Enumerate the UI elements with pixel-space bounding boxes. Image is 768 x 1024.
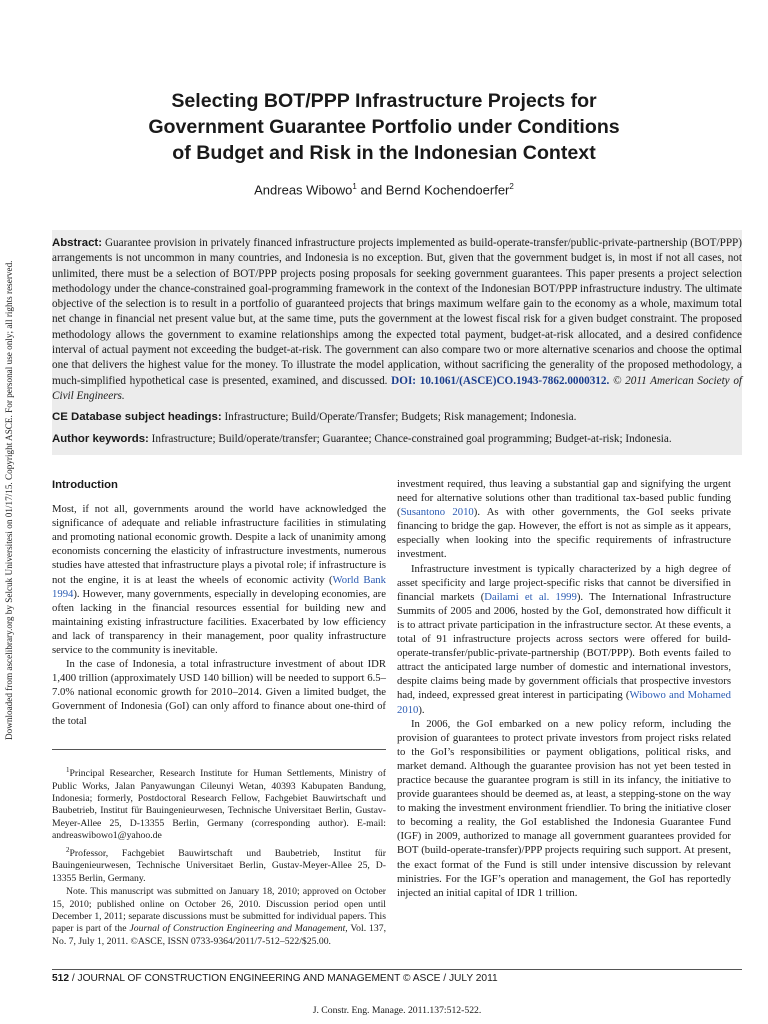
download-notice: [2, 240, 16, 740]
download-notice-text: Downloaded from ascelibrary.org by Selcuk Universitesi on 01/17/15. Copyright ASCE. For personal use only; all rights reserved.: [4, 260, 14, 740]
right-p1-text-a: investment required, thus leaving a substantial gap and signifying the urgent need for alternative solutions other than traditional tax-based public funding (: [397, 478, 731, 519]
intro-paragraph-2: In the case of Indonesia, a total infrastructure investment of about IDR 1,400 trillion (approximately USD 140 billion) will be needed to support 6.5–7.0% national economic growth for 2010–2014. Given a limited budget, the Government of Indonesia (GoI) can only afford to finance about one-third of the total: [52, 658, 386, 727]
intro-p1-text-b: ). However, many governments, especially in developing economies, are often lacking in the financial resources essential for building new and maintaining existing infrastructure facilities. Exacerbated by low efficiency and lack of transparency in their management, poor quality infrastructure service to the community is inevitable.: [52, 587, 386, 657]
author-2-affil: 2: [509, 182, 514, 191]
section-heading-introduction: Introduction: [52, 479, 118, 491]
right-p2-text-a: Infrastructure investment is typically characterized by a high degree of asset specificity and large project-specific risks that cannot be diversified in financial markets (: [397, 562, 731, 603]
journal-name: Journal of Construction Engineering and Management: [129, 923, 346, 935]
right-paragraph-1: [397, 477, 731, 562]
paper-title: [60, 88, 708, 166]
right-paragraph-2: [397, 562, 731, 717]
left-column: [52, 478, 386, 728]
title-block: [60, 88, 708, 197]
ce-headings-value: Infrastructure; Build/Operate/Transfer; Budgets; Risk management; Indonesia.: [224, 411, 577, 424]
submission-note: [52, 886, 386, 948]
abstract: [52, 236, 742, 404]
title-line-3: of Budget and Risk in the Indonesian Context: [172, 142, 596, 164]
page-number: 512: [52, 973, 69, 984]
right-column: [397, 477, 731, 900]
footnotes: [52, 749, 386, 949]
article-citation: J. Constr. Eng. Manage. 2011.137:512-522.: [312, 1005, 482, 1016]
author-keywords-value: Infrastructure; Build/operate/transfer; Guarantee; Chance-constrained goal programming; Budget-at-risk; Indonesia.: [151, 432, 672, 445]
abstract-label: Abstract:: [52, 237, 103, 249]
citation-link-world-bank[interactable]: World Bank 1994: [52, 573, 386, 600]
citation-link-susantono[interactable]: Susantono 2010: [400, 506, 474, 519]
footnote-1-text: Principal Researcher, Research Institute for Human Settlements, Ministry of Public Works, Jalan Panyawungan Cileunyi Wetan, 40393 Kabupaten Bandung, Indonesia; formerly, Postdoctoral Research Fellow, Fachgebiet Bauwirtschaft und Baubetrieb, Institut für Bauingenieurwesen, Technische Universitaet Berlin, Gustav-Meyer-Allee 25, D-13355 Berlin, Germany (corresponding author). E-mail: andreaswibowo1@yahoo.de: [52, 768, 386, 842]
abstract-block: [52, 230, 742, 455]
footnote-2-text: Professor, Fachgebiet Bauwirtschaft und Baubetrieb, Institut für Bauingenieurwesen, Technische Universitaet Berlin, Gustav-Meyer-Allee 25, D-13355 Berlin, Germany.: [52, 847, 386, 884]
right-p2-text-c: ).: [418, 703, 425, 716]
author-1-name: Andreas Wibowo: [254, 182, 353, 198]
doi-link[interactable]: 10.1061/(ASCE)CO.1943-7862.0000312.: [419, 374, 610, 387]
right-paragraph-3: In 2006, the GoI embarked on a new policy reform, including the provision of guarantees to protect private investors from project risks related to the GoI’s responsibilities or payment obligations, political risks, and market demand. Although the guarantee provision has not yet been tested in practice because the guarantee program is still in its infancy, the initiative to provide guarantees should be deemed as, at least, a stepping-stone on the way to making the investment environment friendlier. To bring the initiative closer to becoming a reality, the GoI established the Indonesia Guarantee Fund (IGF) in 2009, authorized to manage all government guarantees provided for BOT (build-operate-transfer)/PPP projects requiring such support. At present, the exact format of the Fund is still under intensive discussion by relevant ministries. For the IGF’s operation and management, the GoI has reportedly injected an initial capital of IDR 1 trillion.: [397, 717, 731, 899]
doi-label: DOI:: [391, 374, 417, 387]
author-keywords: [52, 432, 742, 447]
page-footer: [52, 973, 742, 984]
footnote-1-marker: 1: [66, 766, 70, 774]
footnote-2: [52, 844, 386, 885]
intro-paragraph-1: [52, 502, 386, 657]
author-1-affil: 1: [352, 182, 357, 191]
submission-note-text-a: Note. This manuscript was submitted on January 18, 2010; approved on October 15, 2010; published online on October 26, 2010. Discussion period open until December 1, 2011; separate discussions must be submitted for individual papers. This paper is part of the: [52, 886, 386, 935]
author-list: [60, 182, 708, 197]
right-p2-text-b: ). The International Infrastructure Summits of 2005 and 2006, hosted by the GoI, demonstrated how difficult it is to attract private participation in the infrastructure sector. At these events, a total of 91 infrastructure projects across sectors were offered for build-operate-transfer/public-private-partnership (BOT/PPP). Both events failed to attract the anticipated large number of domestic and international investors, despite claims being made by government officials that prospective investors had, indeed, expressed great interest in participating (: [397, 590, 731, 702]
right-p1-text-b: ). As with other governments, the GoI seeks private financing to bridge the gap. However, the effort is not as simple as it appears, especially when looking into the specific requirements of infrastructure investment.: [397, 506, 731, 561]
ce-headings-label: CE Database subject headings:: [52, 411, 222, 424]
author-joiner: and: [356, 182, 386, 198]
title-line-1: Selecting BOT/PPP Infrastructure Projects for: [171, 90, 597, 112]
title-line-2: Government Guarantee Portfolio under Conditions: [148, 116, 620, 138]
submission-note-text-b: , Vol. 137, No. 7, July 1, 2011. ©ASCE, ISSN 0733-9364/2011/7-512–522/$25.00.: [52, 923, 386, 947]
citation-link-wibowo-mohamed[interactable]: Wibowo and Mohamed 2010: [397, 689, 731, 716]
footnote-1: [52, 764, 386, 843]
footnote-2-marker: 2: [66, 845, 70, 854]
intro-p1-text-a: Most, if not all, governments around the world have acknowledged the significance of adequate and reliable infrastructure facilities in stimulating and promoting national economic growth. Despite a lack of unanimity among economists concerning the elasticity of infrastructure investments, numerous studies have attested that infrastructure plays a pivotal role; if infrastructure is not the engine, it is at least the wheels of economic activity (: [52, 503, 386, 586]
running-footer: / JOURNAL OF CONSTRUCTION ENGINEERING AND MANAGEMENT © ASCE / JULY 2011: [69, 973, 498, 984]
copyright-notice: © 2011 American Society of Civil Engineers.: [52, 374, 743, 402]
author-2-name: Bernd Kochendoerfer: [385, 182, 510, 198]
ce-subject-headings: [52, 410, 742, 425]
abstract-body: Guarantee provision in privately financed infrastructure projects implemented as build-operate-transfer/public-private-partnership (BOT/PPP) arrangements is not uncommon in many countries, and Indonesia is no exception. But, given that the government budget is, in most if not all cases, not unlimited, there must be a selection of BOT/PPP projects posing proposals for seeking government guarantees. This paper presents a project selection methodology under the chance-constrained goal-programming framework in the context of the Indonesian BOT/PPP infrastructure industry. The ultimate objective of the selection is to result in a portfolio of guaranteed projects that brings maximum welfare gain to the economy as a whole, maximum total net change in financial net present value but, at the same time, puts the government at the lowest fiscal risk for a given budget constraint. The proposed methodology allows the government to examine relationships among the expected total payment, budget-at-risk allocated, and a desired confidence interval of actual payment not exceeding the budget-at-risk. The government can also compare two or more alternative scenarios and choose the optimal one that delivers the highest value for the money. To illustrate the model application, without sacrificing the generality of the proposed methodology, a much-simplified hypothetical case is presented, examined, and discussed.: [52, 237, 743, 387]
author-keywords-label: Author keywords:: [52, 432, 149, 445]
footer-divider: [52, 969, 742, 970]
citation-link-dailami[interactable]: Dailami et al. 1999: [484, 590, 577, 603]
